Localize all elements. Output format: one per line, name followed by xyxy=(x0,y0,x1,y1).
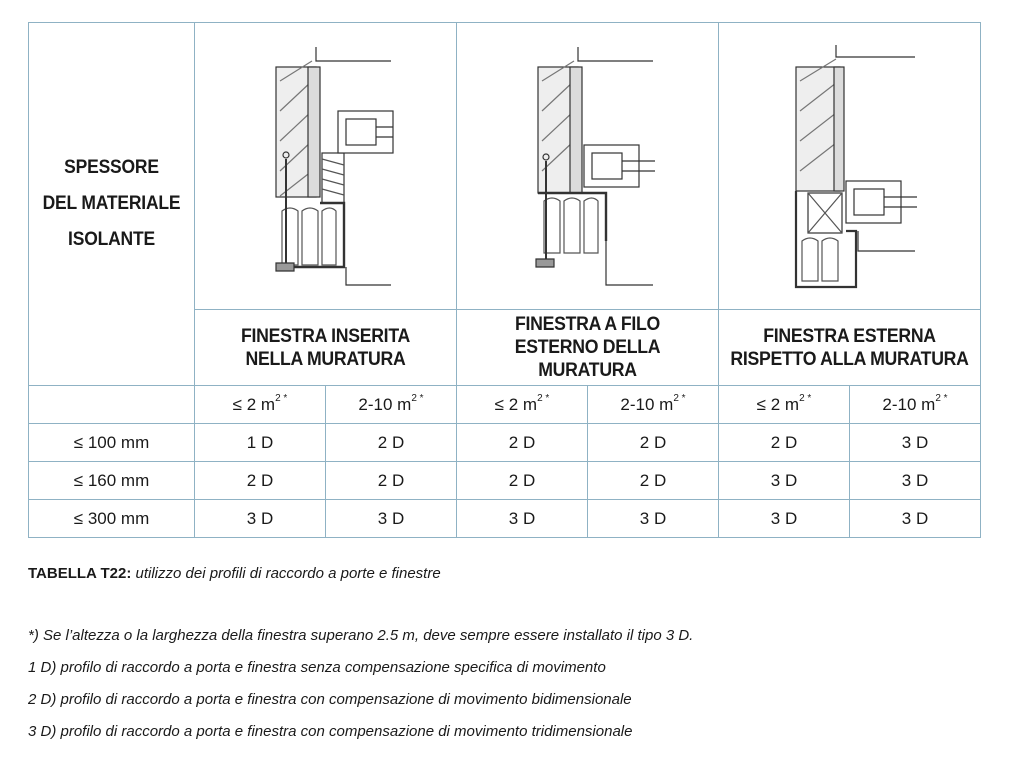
table-cell: 2 D xyxy=(326,462,457,500)
table-row xyxy=(29,424,981,462)
table-cell: 3 D xyxy=(850,500,981,538)
window-type-line: FINESTRA A FILO xyxy=(514,314,661,335)
window-flush-wall-drawing xyxy=(518,41,658,291)
table-caption xyxy=(28,565,441,582)
footnote: 2 D) profilo di raccordo a porta e finestra con compensazione di movimento bidimensionale xyxy=(28,691,632,708)
table-cell: 3 D xyxy=(457,500,588,538)
footnotes xyxy=(28,625,693,753)
table-row xyxy=(29,500,981,538)
size-large-header: 2-10 $m^{2 *}$ xyxy=(588,386,719,424)
table-cell: 1 D xyxy=(195,424,326,462)
size-small-header: ≤ 2 $m^{2 *}$ xyxy=(457,386,588,424)
header-insulation-thickness xyxy=(29,23,195,386)
window-outside-wall-drawing xyxy=(780,41,920,291)
table-cell: 2 D xyxy=(588,424,719,462)
table-cell: 3 D xyxy=(195,500,326,538)
figure-window-inside-wall xyxy=(195,23,457,310)
table-cell: 3 D xyxy=(850,424,981,462)
size-small-header: ≤ 2 $m^{2 *}$ xyxy=(719,386,850,424)
header-line: DEL MATERIALE xyxy=(42,193,181,214)
size-small-header: ≤ 2 $m^{2 *}$ xyxy=(195,386,326,424)
table-cell: 2 D xyxy=(326,424,457,462)
window-type-line: FINESTRA ESTERNA xyxy=(763,325,936,347)
window-type-line: ESTERNO DELLA MURATURA xyxy=(514,337,661,381)
profiles-table xyxy=(28,22,981,538)
window-type-flush-wall xyxy=(457,310,719,386)
table-cell: 2 D xyxy=(457,462,588,500)
empty-corner-cell xyxy=(29,386,195,424)
header-line: ISOLANTE xyxy=(68,229,155,250)
footnote: *) Se l’altezza o la larghezza della finestra superano 2.5 m, deve sempre essere installato il tipo 3 D. xyxy=(28,627,694,644)
size-large-header: 2-10 $m^{2 *}$ xyxy=(850,386,981,424)
window-type-line: FINESTRA INSERITA xyxy=(240,325,411,347)
table-cell: 2 D xyxy=(195,462,326,500)
window-type-line: NELLA MURATURA xyxy=(245,348,406,370)
row-label: ≤ 160 mm xyxy=(29,462,195,500)
table-cell: 3 D xyxy=(326,500,457,538)
row-label: ≤ 300 mm xyxy=(29,500,195,538)
size-large-header: 2-10 $m^{2 *}$ xyxy=(326,386,457,424)
table-row xyxy=(29,462,981,500)
footnote: 3 D) profilo di raccordo a porta e finestra con compensazione di movimento tridimensionale xyxy=(28,723,633,740)
table-cell: 3 D xyxy=(850,462,981,500)
table-cell: 2 D xyxy=(457,424,588,462)
window-type-inside-wall xyxy=(195,310,457,386)
window-type-line: RISPETTO ALLA MURATURA xyxy=(730,348,969,370)
figure-window-outside-wall xyxy=(719,23,981,310)
caption-text: utilizzo dei profili di raccordo a porte e finestre xyxy=(131,565,441,582)
header-line: SPESSORE xyxy=(64,157,159,178)
window-type-outside-wall xyxy=(719,310,981,386)
row-label: ≤ 100 mm xyxy=(29,424,195,462)
table-cell: 2 D xyxy=(588,462,719,500)
window-inside-wall-drawing xyxy=(256,41,396,291)
table-cell: 2 D xyxy=(719,424,850,462)
footnote: 1 D) profilo di raccordo a porta e finestra senza compensazione specifica di movimento xyxy=(28,659,606,676)
table-cell: 3 D xyxy=(719,462,850,500)
figure-window-flush-wall xyxy=(457,23,719,310)
table-cell: 3 D xyxy=(719,500,850,538)
table-cell: 3 D xyxy=(588,500,719,538)
caption-label: TABELLA T22: xyxy=(28,565,132,582)
